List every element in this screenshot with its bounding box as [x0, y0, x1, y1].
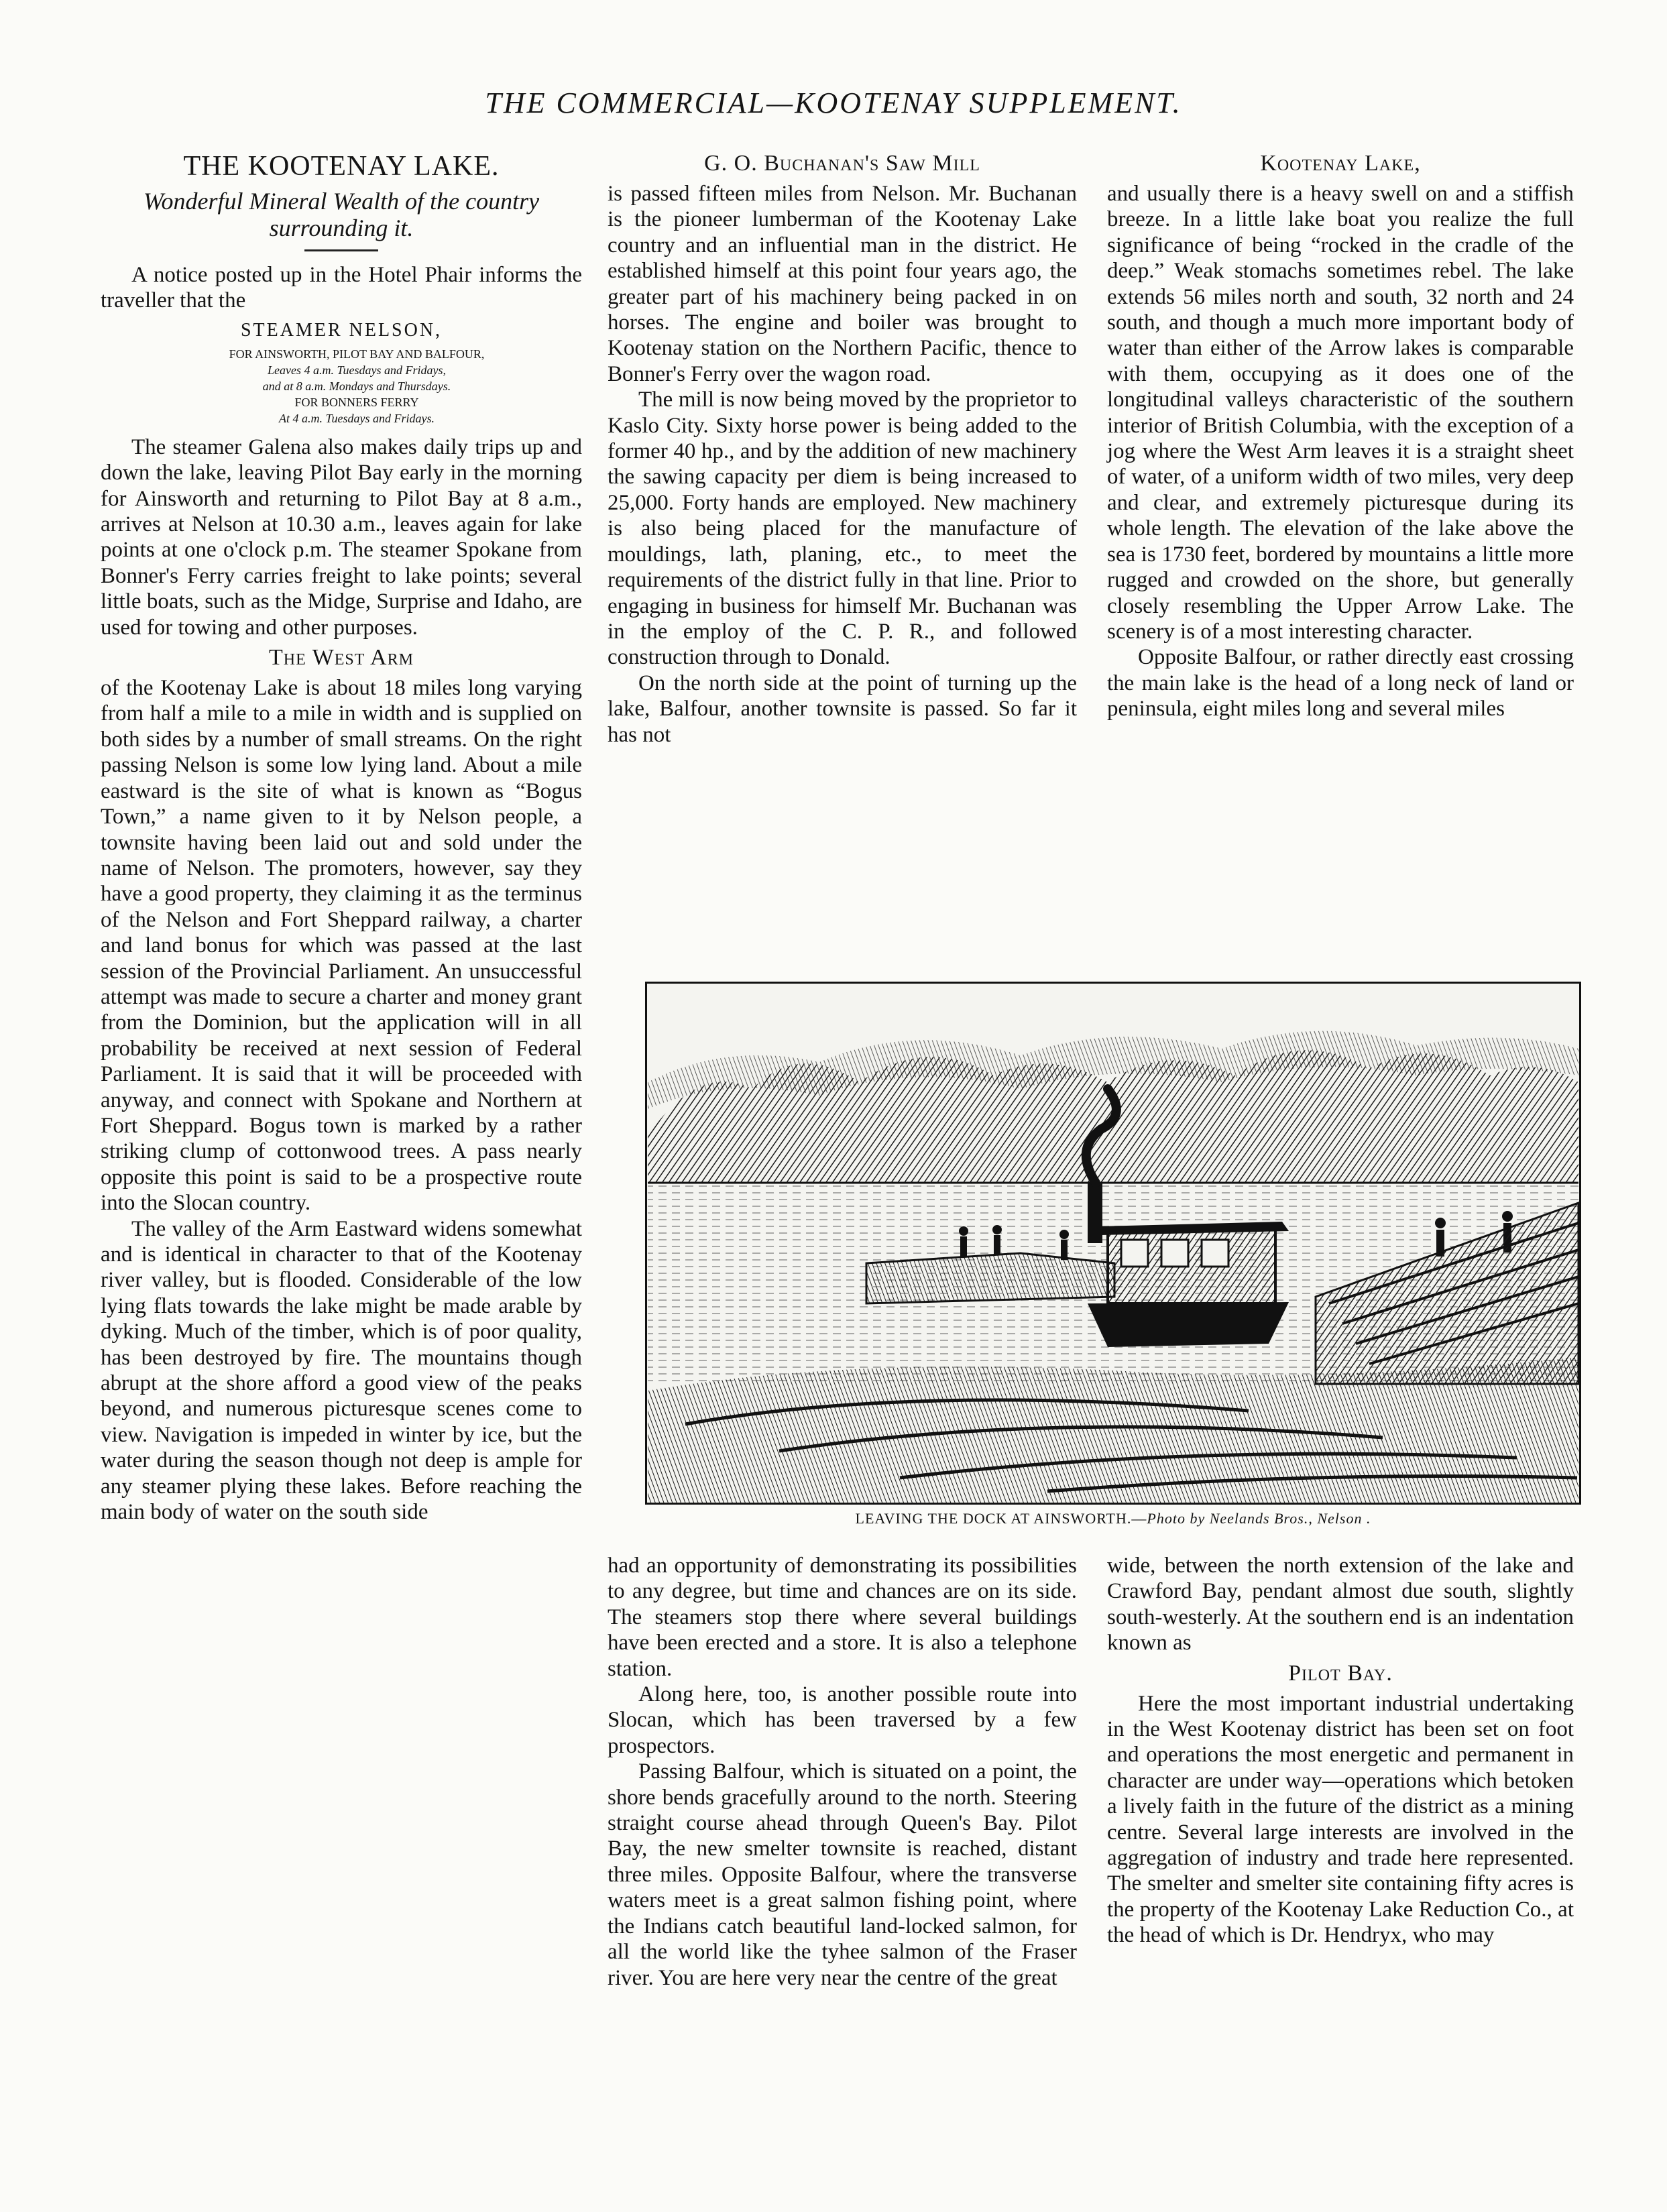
pilot-bay-paragraph: Here the most important industrial undertaking in the West Kootenay district has been set on foot and operations the most energetic and permanent in character are under way—operations which betoken a lively faith in the future of the district as a mining centre. Several large interests are involved in the aggregation of industry and trade here represented. The smelter and smelter site containing fifty acres is the property of the Kootenay Lake Reduction Co., at the head of which is Dr. Hendryx, who may — [1107, 1691, 1574, 1948]
mill-moved-paragraph: The mill is now being moved by the proprietor to Kaslo City. Sixty horse power is being added to the former 40 hp., and by the addition of new machinery the sawing capacity per diem is being increased to 25,000. Forty hands are employed. New machinery is also being placed for the manufacture of mouldings, lath, planing, etc., to meet the requirements of the district fully in that line. Prior to engaging in business for himself Mr. Buchanan was in the employ of the C. P. R., and followed construction through to Donald. — [608, 388, 1077, 670]
divider — [304, 249, 378, 251]
balfour-continued-paragraph: had an opportunity of demonstrating its possibilities to any degree, but time and chances are on its side. The steamers stop there where several buildings have been erected and a store. It is also a telephone station. — [608, 1554, 1077, 1681]
valley-paragraph: The valley of the Arm Eastward widens somewhat and is identical in character to that of the Kootenay river valley, but is flooded. Considerable of the low lying flats towards the lake might be made arable by dyking. Much of the timber, which is of poor quality, has been destroyed by fire. The mountains though abrupt at the shore afford a good view of the peaks beyond, and numerous picturesque scenes come to view. Navigation is impeded in winter by ice, but the water during the season though not deep is ample for any steamer plying these lakes. Before reaching the main body of water on the south side — [101, 1216, 582, 1525]
galena-paragraph: The steamer Galena also makes daily trips up and down the lake, leaving Pilot Bay early in the morning for Ainsworth and returning to Pilot Bay at 8 a.m., arrives at Nelson at 10.30 a.m., leaves again for lake points at one o'clock p.m. The steamer Spokane from Bonner's Ferry carries freight to lake points; several little boats, such as the Midge, Surprise and Idaho, are used for towing and other purposes. — [101, 434, 582, 640]
west-arm-paragraph: of the Kootenay Lake is about 18 miles long varying from half a mile to a mile in width and is supplied on both sides by a number of small streams. On the right passing Nelson is some low lying land. About a mile eastward is the site of what is known as “Bogus Town,” a name given to it by Nelson people, a townsite having been laid out and sold under the name of Nelson. The promoters, however, say they have a good property, they claiming it as the terminus of the Nelson and Fort Sheppard railway, a charter and land bonus for which was passed at the last session of the Provincial Parliament. An unsuccessful attempt was made to secure a charter and money grant from the Dominion, but the application will in all probability be received at next session of Federal Parliament. It is said that it will be proceeded with anyway, and connect with Spokane and Northern at Fort Sheppard. Bogus town is marked by a rather striking clump of cottonwood trees. A pass nearly opposite this point is said to be a prospective route into the Slocan country. — [101, 676, 582, 1216]
caption-credit: Photo by Neelands Bros., Nelson . — [1147, 1510, 1371, 1527]
column-1 — [101, 149, 582, 1525]
engraving-caption — [645, 1510, 1581, 1527]
notice-line: and at 8 a.m. Mondays and Thursdays. — [262, 379, 451, 393]
opposite-paragraph: Opposite Balfour, or rather directly east crossing the main lake is the head of a long neck of land or peninsula, eight miles long and several miles — [1107, 645, 1574, 721]
engraving-leaving-the-dock — [645, 982, 1581, 1505]
column-2-top — [608, 149, 1077, 748]
subhead-pilot-bay: Pilot Bay. — [1288, 1660, 1393, 1686]
column-3-top — [1107, 149, 1574, 722]
subhead-saw-mill: G. O. Buchanan's Saw Mill — [704, 151, 980, 176]
passing-paragraph: Passing Balfour, which is situated on a point, the shore bends gracefully around to the north. Steering straight course ahead through Queen's Bay. Pilot Bay, the new smelter townsite is reached, distant three miles. Opposite Balfour, where the transverse waters meet is a great salmon fishing point, where the Indians catch beautiful land-locked salmon, for all the world like the tyhee salmon of the Fraser river. You are here very near the centre of the great — [608, 1759, 1077, 1990]
deck: Wonderful Mineral Wealth of the country surrounding it. — [143, 188, 540, 241]
steamer-notice-title: STEAMER NELSON, — [240, 319, 443, 341]
notice-line: Leaves 4 a.m. Tuesdays and Fridays, — [268, 363, 446, 377]
notice-line: FOR BONNERS FERRY — [294, 395, 419, 409]
lake-paragraph: and usually there is a heavy swell on and a stiffish breeze. In a little lake boat you realize the full significance of being “rocked in the cradle of the deep.” Weak stomachs sometimes rebel. The lake extends 56 miles north and south, 32 north and 24 south, and though a much more important body of water than either of the Arrow lakes is comparable with them, occupying as it does one of the longitudinal valleys characteristic of the southern interior of British Columbia, with the exception of a jog where the West Arm leaves it is a straight sheet of water, of a uniform width of two miles, very deep and clear, and extremely picturesque during its whole length. The elevation of the lake above the sea is 1730 feet, bordered by mountains a little more rugged and crowded on the shore, but generally closely resembling the Upper Arrow Lake. The scenery is of a most interesting character. — [1107, 182, 1574, 644]
intro-paragraph: A notice posted up in the Hotel Phair informs the traveller that the — [101, 263, 582, 313]
column-2-bottom — [608, 1553, 1077, 1991]
along-paragraph: Along here, too, is another possible route into Slocan, which has been traversed by a few prospectors. — [608, 1682, 1077, 1758]
headline: THE KOOTENAY LAKE. — [183, 151, 500, 182]
caption-title: LEAVING THE DOCK AT AINSWORTH.— — [855, 1510, 1147, 1527]
subhead-west-arm: The West Arm — [269, 645, 414, 671]
engraving-illustration — [645, 982, 1581, 1505]
running-title: THE COMMERCIAL—KOOTENAY SUPPLEMENT. — [485, 86, 1182, 119]
notice-line: At 4 a.m. Tuesdays and Fridays. — [279, 411, 435, 425]
balfour-paragraph: On the north side at the point of turning up the lake, Balfour, another townsite is passed. So far it has not — [608, 671, 1077, 747]
opposite-continued-paragraph: wide, between the north extension of the lake and Crawford Bay, pendant almost due south, slightly south-westerly. At the southern end is an indentation known as — [1107, 1554, 1574, 1655]
column-3-bottom — [1107, 1553, 1574, 1948]
notice-line: FOR AINSWORTH, PILOT BAY AND BALFOUR, — [229, 347, 485, 361]
saw-mill-paragraph: is passed fifteen miles from Nelson. Mr. Buchanan is the pioneer lumberman of the Kootenay Lake country and an influential man in the district. He established himself at this point four years ago, the greater part of his machinery being packed in on horses. The engine and boiler was brought to Kootenay station on the Northern Pacific, thence to Bonner's Ferry over the wagon road. — [608, 182, 1077, 386]
subhead-kootenay-lake: Kootenay Lake, — [1260, 151, 1421, 176]
